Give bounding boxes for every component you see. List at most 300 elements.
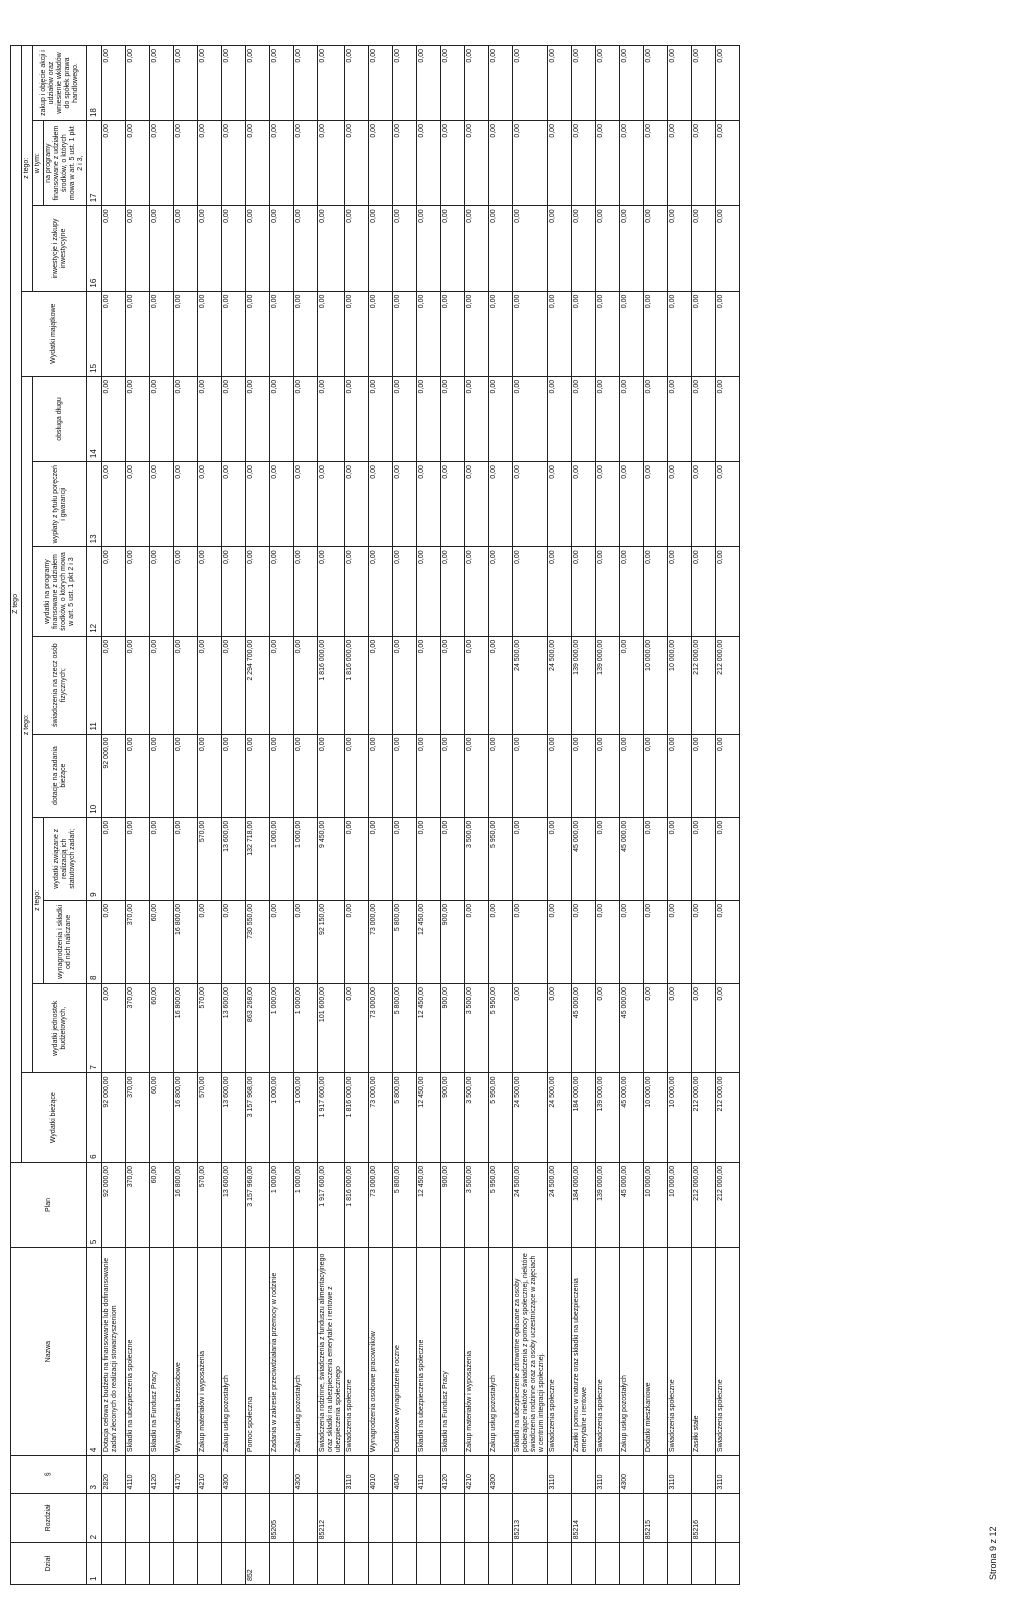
cell-paragraf: 4300	[221, 1456, 245, 1493]
cell-amount: 0,00	[269, 900, 293, 983]
cell-amount: 863 268,00	[245, 984, 269, 1073]
cell-amount: 9 450,00	[317, 817, 344, 900]
cell-amount: 1 000,00	[269, 984, 293, 1073]
cell-amount: 0,00	[643, 206, 667, 291]
table-row	[547, 46, 571, 1585]
cell-amount: 0,00	[392, 734, 416, 817]
cell-nazwa: Składki na ubezpieczenia społeczne	[125, 1248, 149, 1456]
cell-paragraf	[512, 1456, 547, 1493]
cell-nazwa: Zakup usług pozostałych	[221, 1248, 245, 1456]
cell-nazwa: Zakup usług pozostałych	[619, 1248, 643, 1456]
column-number: 17	[87, 121, 101, 206]
cell-amount: 0,00	[715, 376, 739, 461]
cell-amount: 0,00	[691, 206, 715, 291]
cell-amount: 0,00	[571, 206, 595, 291]
cell-amount: 0,00	[245, 46, 269, 121]
cell-amount: 0,00	[293, 734, 317, 817]
cell-amount: 1 000,00	[269, 1162, 293, 1247]
cell-amount: 45 000,00	[571, 984, 595, 1073]
cell-amount: 0,00	[245, 291, 269, 376]
cell-amount: 0,00	[221, 547, 245, 636]
cell-dzial	[715, 1543, 739, 1585]
cell-amount: 0,00	[571, 547, 595, 636]
cell-amount: 0,00	[125, 462, 149, 547]
table-row	[595, 46, 619, 1585]
cell-amount: 0,00	[715, 46, 739, 121]
cell-amount: 0,00	[101, 291, 125, 376]
cell-amount: 900,00	[440, 984, 464, 1073]
cell-paragraf	[691, 1456, 715, 1493]
cell-amount: 10 000,00	[643, 636, 667, 734]
table-row	[667, 46, 691, 1585]
cell-amount: 0,00	[317, 121, 344, 206]
table-row	[245, 46, 269, 1585]
cell-amount: 0,00	[317, 547, 344, 636]
cell-amount: 212 000,00	[691, 1162, 715, 1247]
cell-amount: 0,00	[221, 291, 245, 376]
cell-amount: 16 800,00	[173, 1162, 197, 1247]
cell-amount: 0,00	[293, 46, 317, 121]
cell-amount: 0,00	[293, 121, 317, 206]
cell-amount: 0,00	[101, 817, 125, 900]
table-row	[619, 46, 643, 1585]
cell-nazwa: Składki na Fundusz Pracy	[149, 1248, 173, 1456]
cell-amount: 0,00	[488, 547, 512, 636]
cell-amount: 212 000,00	[715, 636, 739, 734]
cell-amount: 0,00	[571, 121, 595, 206]
cell-amount: 0,00	[440, 734, 464, 817]
cell-amount: 3 500,00	[464, 984, 488, 1073]
header-dzial: Dział	[11, 1543, 87, 1585]
cell-amount: 570,00	[197, 984, 221, 1073]
cell-amount: 0,00	[317, 376, 344, 461]
cell-amount: 900,00	[440, 900, 464, 983]
cell-amount: 0,00	[643, 734, 667, 817]
cell-amount: 0,00	[293, 291, 317, 376]
cell-amount: 370,00	[125, 900, 149, 983]
cell-dzial	[488, 1543, 512, 1585]
cell-amount: 0,00	[464, 46, 488, 121]
cell-amount: 0,00	[464, 900, 488, 983]
cell-amount: 0,00	[125, 376, 149, 461]
cell-nazwa: Zasiłki i pomoc w naturze oraz składki na ubezpieczenia emerytalne i rentowe	[571, 1248, 595, 1456]
cell-amount: 0,00	[667, 900, 691, 983]
cell-amount: 0,00	[416, 547, 440, 636]
cell-rozdzial	[547, 1493, 571, 1543]
cell-amount: 0,00	[344, 121, 368, 206]
column-number: 6	[87, 1073, 101, 1162]
cell-dzial	[269, 1543, 293, 1585]
cell-amount: 0,00	[464, 121, 488, 206]
cell-amount: 0,00	[547, 734, 571, 817]
cell-amount: 0,00	[619, 46, 643, 121]
cell-nazwa: Świadczenia społeczne	[547, 1248, 571, 1456]
table-row	[101, 46, 125, 1585]
cell-rozdzial	[125, 1493, 149, 1543]
cell-amount: 0,00	[368, 547, 392, 636]
cell-dzial	[101, 1543, 125, 1585]
cell-nazwa: Wynagrodzenia bezosobowe	[173, 1248, 197, 1456]
cell-paragraf: 4210	[464, 1456, 488, 1493]
cell-dzial	[667, 1543, 691, 1585]
table-row	[464, 46, 488, 1585]
cell-dzial	[691, 1543, 715, 1585]
cell-amount: 0,00	[221, 900, 245, 983]
table-row	[269, 46, 293, 1585]
cell-amount: 1 816 000,00	[344, 1162, 368, 1247]
cell-amount: 0,00	[571, 900, 595, 983]
cell-amount: 0,00	[547, 291, 571, 376]
header-z-tego: Z tego	[11, 46, 22, 1163]
cell-amount: 0,00	[221, 636, 245, 734]
cell-amount: 0,00	[715, 121, 739, 206]
cell-amount: 92 000,00	[101, 1073, 125, 1162]
cell-amount: 10 000,00	[643, 1073, 667, 1162]
cell-amount: 0,00	[691, 984, 715, 1073]
cell-amount: 900,00	[440, 1073, 464, 1162]
column-number: 7	[87, 984, 101, 1073]
cell-rozdzial	[221, 1493, 245, 1543]
cell-amount: 0,00	[149, 46, 173, 121]
cell-amount: 0,00	[368, 206, 392, 291]
cell-amount: 0,00	[464, 547, 488, 636]
header-wydatki-statutowe: wydatki związane z realizacją ich statutowych zadań;	[44, 817, 87, 900]
cell-amount: 0,00	[691, 291, 715, 376]
cell-paragraf: 3110	[667, 1456, 691, 1493]
cell-amount: 0,00	[691, 817, 715, 900]
cell-nazwa: Zakup materiałów i wyposażenia	[197, 1248, 221, 1456]
cell-amount: 0,00	[197, 376, 221, 461]
cell-nazwa: Świadczenia rodzinne, świadczenia z funduszu alimentacyjnego oraz składki na ubezpieczenia emerytalne i rentowe z ubezpieczenia społecznego	[317, 1248, 344, 1456]
cell-amount: 5 950,00	[488, 984, 512, 1073]
column-number: 15	[87, 291, 101, 376]
cell-dzial	[221, 1543, 245, 1585]
cell-nazwa: Zakup usług pozostałych	[488, 1248, 512, 1456]
cell-amount: 24 500,00	[547, 1073, 571, 1162]
cell-amount: 0,00	[317, 462, 344, 547]
cell-amount: 0,00	[643, 817, 667, 900]
header-obsluga-dlugu: obsługa długu	[33, 376, 87, 461]
cell-dzial	[149, 1543, 173, 1585]
cell-amount: 0,00	[416, 376, 440, 461]
cell-amount: 0,00	[344, 984, 368, 1073]
cell-amount: 0,00	[197, 206, 221, 291]
cell-amount: 0,00	[269, 376, 293, 461]
cell-amount: 570,00	[197, 817, 221, 900]
cell-amount: 0,00	[368, 734, 392, 817]
cell-paragraf	[643, 1456, 667, 1493]
cell-amount: 0,00	[512, 547, 547, 636]
cell-amount: 0,00	[619, 121, 643, 206]
cell-amount: 0,00	[715, 547, 739, 636]
cell-amount: 0,00	[547, 547, 571, 636]
cell-amount: 0,00	[269, 734, 293, 817]
cell-amount: 570,00	[197, 1162, 221, 1247]
cell-amount: 12 450,00	[416, 1162, 440, 1247]
header-z-tego-majatkowe: z tego:	[22, 46, 33, 292]
cell-amount: 0,00	[440, 817, 464, 900]
cell-amount: 0,00	[715, 817, 739, 900]
table-row	[149, 46, 173, 1585]
cell-amount: 0,00	[149, 636, 173, 734]
cell-amount: 0,00	[173, 734, 197, 817]
cell-amount: 0,00	[317, 734, 344, 817]
cell-paragraf	[269, 1456, 293, 1493]
cell-amount: 0,00	[416, 734, 440, 817]
cell-amount: 92 000,00	[101, 1162, 125, 1247]
cell-amount: 45 000,00	[571, 817, 595, 900]
cell-amount: 60,00	[149, 1073, 173, 1162]
cell-amount: 0,00	[101, 462, 125, 547]
cell-amount: 0,00	[440, 376, 464, 461]
cell-amount: 184 000,00	[571, 1073, 595, 1162]
cell-amount: 12 450,00	[416, 900, 440, 983]
cell-amount: 0,00	[715, 291, 739, 376]
cell-amount: 0,00	[667, 817, 691, 900]
cell-amount: 0,00	[293, 636, 317, 734]
cell-amount: 0,00	[317, 206, 344, 291]
cell-nazwa: Dotacja celowa z budżetu na finansowanie lub dofinansowanie zadań zleconych do realizacji stowarzyszeniom	[101, 1248, 125, 1456]
cell-paragraf: 4170	[173, 1456, 197, 1493]
cell-amount: 10 000,00	[667, 1073, 691, 1162]
cell-amount: 101 600,00	[317, 984, 344, 1073]
cell-amount: 0,00	[667, 121, 691, 206]
cell-amount: 0,00	[149, 121, 173, 206]
cell-amount: 0,00	[488, 46, 512, 121]
cell-amount: 0,00	[643, 462, 667, 547]
cell-amount: 0,00	[197, 636, 221, 734]
cell-amount: 16 800,00	[173, 900, 197, 983]
table-row	[173, 46, 197, 1585]
cell-amount: 0,00	[149, 206, 173, 291]
cell-amount: 10 000,00	[667, 636, 691, 734]
cell-amount: 0,00	[221, 376, 245, 461]
cell-amount: 0,00	[715, 734, 739, 817]
cell-rozdzial	[173, 1493, 197, 1543]
column-number: 4	[87, 1248, 101, 1456]
cell-amount: 0,00	[464, 734, 488, 817]
cell-amount: 0,00	[101, 636, 125, 734]
cell-amount: 0,00	[416, 121, 440, 206]
cell-amount: 0,00	[667, 734, 691, 817]
cell-amount: 5 950,00	[488, 1073, 512, 1162]
cell-amount: 0,00	[392, 291, 416, 376]
cell-amount: 5 800,00	[392, 984, 416, 1073]
cell-amount: 60,00	[149, 984, 173, 1073]
cell-amount: 0,00	[667, 206, 691, 291]
cell-dzial	[317, 1543, 344, 1585]
cell-amount: 24 500,00	[512, 636, 547, 734]
column-number: 11	[87, 636, 101, 734]
cell-amount: 0,00	[101, 46, 125, 121]
cell-amount: 0,00	[667, 376, 691, 461]
cell-amount: 0,00	[512, 817, 547, 900]
cell-amount: 0,00	[149, 291, 173, 376]
cell-amount: 0,00	[197, 462, 221, 547]
cell-amount: 0,00	[269, 121, 293, 206]
cell-amount: 1 000,00	[293, 817, 317, 900]
cell-amount: 0,00	[595, 900, 619, 983]
cell-amount: 0,00	[440, 636, 464, 734]
cell-paragraf	[571, 1456, 595, 1493]
cell-amount: 24 500,00	[547, 636, 571, 734]
cell-rozdzial	[293, 1493, 317, 1543]
cell-amount: 60,00	[149, 1162, 173, 1247]
cell-amount: 0,00	[368, 636, 392, 734]
cell-rozdzial	[344, 1493, 368, 1543]
cell-amount: 0,00	[293, 206, 317, 291]
header-plan: Plan	[11, 1162, 87, 1247]
table-row	[643, 46, 667, 1585]
header-poreczenia: wypłaty z tytułu poręczeń i gwarancji	[33, 462, 87, 547]
cell-amount: 0,00	[293, 376, 317, 461]
cell-amount: 0,00	[440, 462, 464, 547]
cell-amount: 0,00	[619, 734, 643, 817]
cell-amount: 0,00	[416, 46, 440, 121]
cell-amount: 5 800,00	[392, 1162, 416, 1247]
cell-amount: 0,00	[173, 462, 197, 547]
cell-amount: 0,00	[595, 547, 619, 636]
cell-dzial	[392, 1543, 416, 1585]
cell-amount: 73 000,00	[368, 1073, 392, 1162]
cell-amount: 0,00	[368, 46, 392, 121]
cell-amount: 0,00	[667, 46, 691, 121]
table-header	[11, 46, 102, 1585]
cell-paragraf: 4120	[440, 1456, 464, 1493]
cell-amount: 0,00	[245, 376, 269, 461]
cell-amount: 0,00	[197, 547, 221, 636]
cell-amount: 3 500,00	[464, 1162, 488, 1247]
cell-amount: 0,00	[245, 206, 269, 291]
cell-amount: 0,00	[125, 547, 149, 636]
column-number: 9	[87, 817, 101, 900]
cell-amount: 45 000,00	[619, 1162, 643, 1247]
cell-dzial	[197, 1543, 221, 1585]
cell-amount: 12 450,00	[416, 1073, 440, 1162]
cell-amount: 0,00	[464, 206, 488, 291]
cell-nazwa: Pomoc społeczna	[245, 1248, 269, 1456]
cell-amount: 0,00	[595, 46, 619, 121]
cell-amount: 212 000,00	[691, 636, 715, 734]
column-number: 12	[87, 547, 101, 636]
cell-amount: 0,00	[125, 817, 149, 900]
header-w-tym: w tym:	[33, 121, 44, 206]
cell-amount: 73 000,00	[368, 1162, 392, 1247]
header-akcje: zakup i objęcie akcji i udziałów oraz wniesienie wkładów do spółek prawa handlowego.	[33, 46, 87, 121]
cell-rozdzial	[667, 1493, 691, 1543]
table-row	[293, 46, 317, 1585]
cell-amount: 1 816 000,00	[344, 636, 368, 734]
cell-nazwa: Składki na ubezpieczenie zdrowotne opłacane za osoby pobierające niektóre świadczenia z pomocy społecznej, niektóre świadczenia rodzinne oraz za osoby uczestniczące w zajęciach w centrum integracji społecznej.	[512, 1248, 547, 1456]
cell-amount: 0,00	[464, 636, 488, 734]
cell-rozdzial	[245, 1493, 269, 1543]
cell-amount: 0,00	[547, 46, 571, 121]
cell-amount: 0,00	[512, 121, 547, 206]
cell-rozdzial	[595, 1493, 619, 1543]
cell-amount: 0,00	[488, 462, 512, 547]
cell-rozdzial: 85205	[269, 1493, 293, 1543]
cell-rozdzial: 85216	[691, 1493, 715, 1543]
cell-dzial	[173, 1543, 197, 1585]
cell-amount: 0,00	[547, 206, 571, 291]
cell-rozdzial	[464, 1493, 488, 1543]
cell-nazwa: Dodatkowe wynagrodzenie roczne	[392, 1248, 416, 1456]
table-row	[416, 46, 440, 1585]
cell-paragraf: 3110	[595, 1456, 619, 1493]
cell-amount: 0,00	[125, 206, 149, 291]
cell-amount: 212 000,00	[715, 1162, 739, 1247]
header-z-tego-biezace: z tego:	[22, 376, 33, 1073]
cell-paragraf	[245, 1456, 269, 1493]
cell-amount: 0,00	[245, 734, 269, 817]
cell-amount: 0,00	[368, 376, 392, 461]
cell-amount: 0,00	[149, 547, 173, 636]
cell-rozdzial	[392, 1493, 416, 1543]
header-rozdzial: Rozdział	[11, 1493, 87, 1543]
cell-amount: 0,00	[416, 206, 440, 291]
cell-paragraf: 3110	[344, 1456, 368, 1493]
cell-amount: 3 157 968,00	[245, 1162, 269, 1247]
cell-amount: 0,00	[512, 984, 547, 1073]
cell-amount: 212 000,00	[691, 1073, 715, 1162]
cell-rozdzial	[368, 1493, 392, 1543]
cell-amount: 1 917 600,00	[317, 1162, 344, 1247]
cell-amount: 1 816 000,00	[317, 636, 344, 734]
cell-amount: 139 000,00	[571, 636, 595, 734]
cell-amount: 5 950,00	[488, 817, 512, 900]
cell-amount: 0,00	[344, 734, 368, 817]
cell-amount: 0,00	[547, 121, 571, 206]
header-paragraf: §	[11, 1456, 87, 1493]
cell-amount: 0,00	[488, 291, 512, 376]
cell-amount: 24 500,00	[512, 1162, 547, 1247]
cell-amount: 0,00	[643, 46, 667, 121]
cell-amount: 0,00	[691, 547, 715, 636]
cell-amount: 139 000,00	[595, 1162, 619, 1247]
cell-nazwa: Wynagrodzenia osobowe pracowników	[368, 1248, 392, 1456]
header-inwestycje: inwestycje i zakupy inwestycyjne	[33, 206, 87, 291]
cell-amount: 0,00	[269, 291, 293, 376]
cell-nazwa: Świadczenia społeczne	[595, 1248, 619, 1456]
cell-nazwa: Świadczenia społeczne	[344, 1248, 368, 1456]
table-row	[691, 46, 715, 1585]
cell-paragraf: 4110	[416, 1456, 440, 1493]
cell-amount: 0,00	[547, 817, 571, 900]
column-number: 1	[87, 1543, 101, 1585]
cell-amount: 139 000,00	[595, 1073, 619, 1162]
cell-amount: 73 000,00	[368, 900, 392, 983]
cell-amount: 184 000,00	[571, 1162, 595, 1247]
cell-paragraf: 4300	[619, 1456, 643, 1493]
cell-amount: 3 157 968,00	[245, 1073, 269, 1162]
cell-amount: 730 550,00	[245, 900, 269, 983]
cell-dzial	[368, 1543, 392, 1585]
cell-paragraf: 3110	[715, 1456, 739, 1493]
cell-paragraf: 4300	[488, 1456, 512, 1493]
cell-amount: 0,00	[149, 817, 173, 900]
cell-amount: 0,00	[488, 900, 512, 983]
cell-amount: 0,00	[125, 734, 149, 817]
cell-amount: 0,00	[512, 291, 547, 376]
cell-amount: 0,00	[197, 46, 221, 121]
cell-amount: 0,00	[245, 462, 269, 547]
cell-dzial	[293, 1543, 317, 1585]
cell-amount: 0,00	[667, 547, 691, 636]
cell-amount: 0,00	[173, 291, 197, 376]
cell-amount: 3 500,00	[464, 1073, 488, 1162]
cell-amount: 0,00	[221, 121, 245, 206]
cell-dzial	[125, 1543, 149, 1585]
